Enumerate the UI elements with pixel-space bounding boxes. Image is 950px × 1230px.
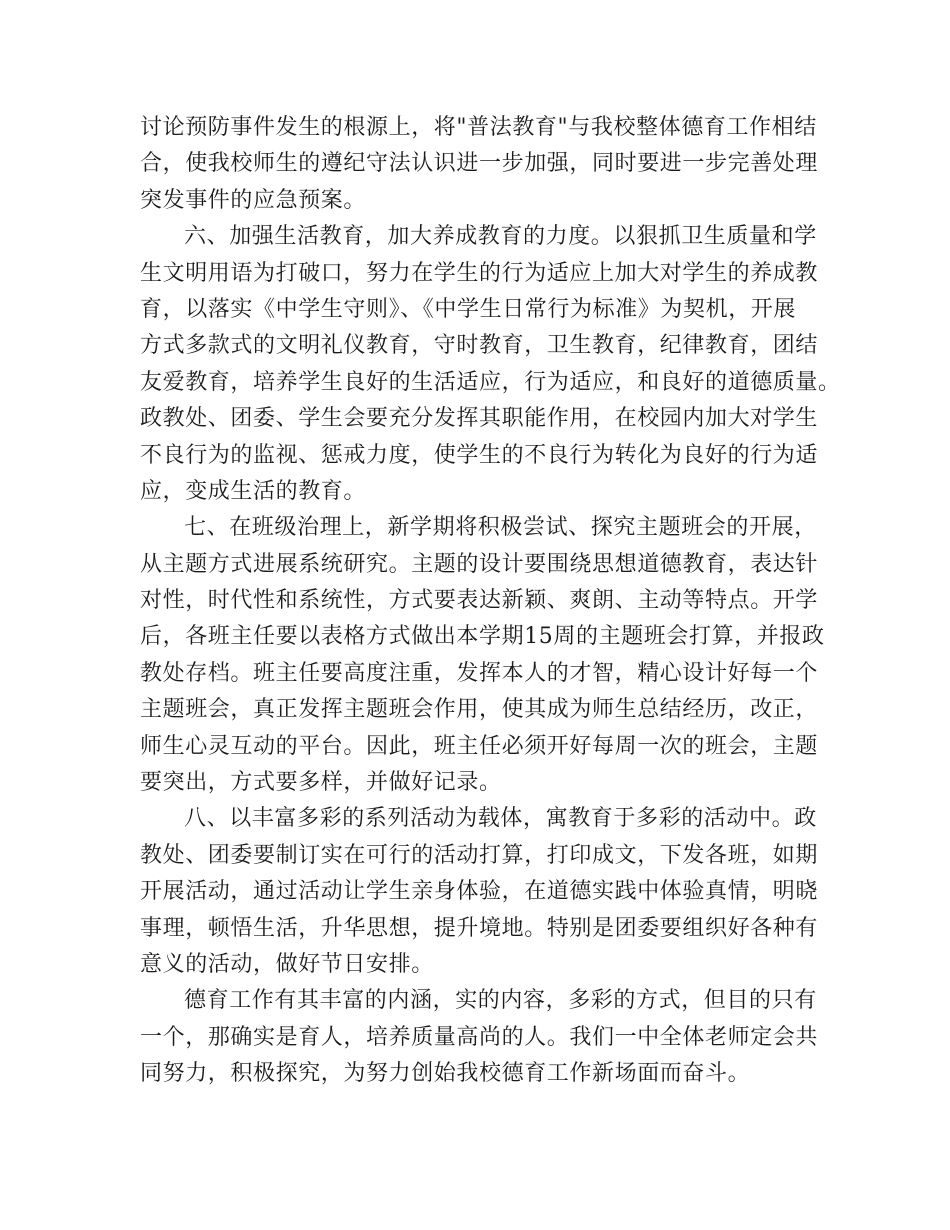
text-line: 一个，那确实是育人，培养质量高尚的人。我们一中全体老师定会共 <box>140 1024 819 1050</box>
text-line: 教处存档。班主任要高度注重，发挥本人的才智，精心设计好每一个 <box>140 660 819 686</box>
text-line: 事理，顿悟生活，升华思想，提升境地。特别是团委要组织好各种有 <box>140 915 819 941</box>
text-line: 不良行为的监视、惩戒力度，使学生的不良行为转化为良好的行为适 <box>140 442 819 468</box>
text-line: 对性，时代性和系统性，方式要表达新颖、爽朗、主动等特点。开学 <box>140 588 819 614</box>
paragraph-first-line: 六、加强生活教育，加大养成教育的力度。以狠抓卫生质量和学 <box>184 224 817 250</box>
text-line: 从主题方式进展系统研究。主题的设计要围绕思想道德教育，表达针 <box>140 551 819 577</box>
text-line: 生文明用语为打破口，努力在学生的行为适应上加大对学生的养成教 <box>140 260 819 286</box>
paragraph-first-line: 德育工作有其丰富的内涵，实的内容，多彩的方式，但目的只有 <box>184 988 817 1014</box>
text-line: 突发事件的应急预案。 <box>140 187 367 213</box>
text-line: 同努力，积极探究，为努力创始我校德育工作新场面而奋斗。 <box>140 1061 751 1087</box>
text-line: 教处、团委要制订实在可行的活动打算，打印成文，下发各班，如期 <box>140 842 819 868</box>
document-page <box>140 110 841 1093</box>
text-line: 友爱教育，培养学生良好的生活适应，行为适应，和良好的道德质量。 <box>140 369 841 395</box>
text-line: 育，以落实《中学生守则》、《中学生日常行为标准》为契机，开展 <box>140 296 797 322</box>
text-line: 要突出，方式要多样，并做好记录。 <box>140 770 502 796</box>
text-line: 讨论预防事件发生的根源上，将"普法教育"与我校整体德育工作相结 <box>140 115 817 140</box>
paragraph-first-line: 八、以丰富多彩的系列活动为载体，寓教育于多彩的活动中。政 <box>184 806 817 832</box>
text-line: 合，使我校师生的遵纪守法认识进一步加强，同时要进一步完善处理 <box>140 151 819 177</box>
text-line: 开展活动，通过活动让学生亲身体验，在道德实践中体验真情，明晓 <box>140 879 819 905</box>
text-line: 应，变成生活的教育。 <box>140 478 367 504</box>
text-line: 主题班会，真正发挥主题班会作用，使其成为师生总结经历，改正， <box>140 697 819 723</box>
text-line: 后，各班主任要以表格方式做出本学期15周的主题班会打算，并报政 <box>140 624 825 650</box>
paragraph-first-line: 七、在班级治理上，新学期将积极尝试、探究主题班会的开展， <box>184 515 817 541</box>
text-line: 政教处、团委、学生会要充分发挥其职能作用，在校园内加大对学生 <box>140 406 819 432</box>
text-line: 师生心灵互动的平台。因此，班主任必须开好每周一次的班会，主题 <box>140 733 819 759</box>
text-line: 意义的活动，做好节日安排。 <box>140 951 434 977</box>
text-line: 方式多款式的文明礼仪教育，守时教育，卫生教育，纪律教育，团结 <box>140 333 819 359</box>
